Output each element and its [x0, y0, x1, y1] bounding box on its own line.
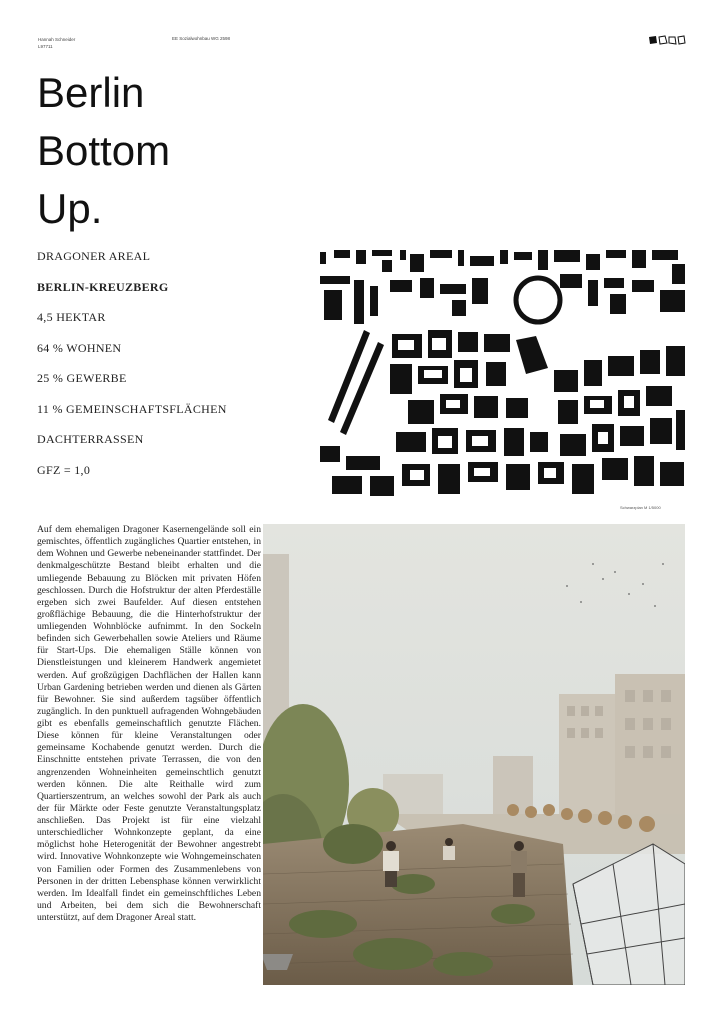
title-line-2: Bottom: [37, 127, 171, 174]
author-block: [38, 36, 75, 50]
title-line-3: Up.: [37, 185, 103, 232]
page-title: [37, 64, 277, 238]
fact-far: GFZ = 1,0: [37, 462, 91, 477]
fact-commercial: 25 % GEWERBE: [37, 371, 127, 385]
map-caption: Schwarzplan M 1/5000: [620, 505, 661, 510]
fact-community: 11 % GEMEINSCHAFTSFLÄCHEN: [37, 401, 227, 416]
fact-district: BERLIN-KREUZBERG: [37, 279, 169, 294]
fact-roof-terraces: DACHTERRASSEN: [37, 432, 144, 446]
student-id: L97711: [38, 44, 53, 49]
fact-housing: 64 % WOHNEN: [37, 340, 122, 355]
course-label: EE Sozialwohnbau WG 2598: [172, 36, 231, 41]
fact-site: DRAGONER AREAL: [37, 249, 151, 263]
project-description: Auf dem ehemaligen Dragoner Kasernengelände soll ein gemischtes, öffentlich zugängliches Quartier entstehen, in dem Wohnen und Gewerbe nebeneinander stattfindet. Der denkmalgeschützte Bestand bleibt erhalten und die umliegende Bebauung zu Blöcken mit privaten Höfen geschlossen. Durch die Hofstruktur der alten Pferdeställe ergeben sich zwei Baufelder. Auf diesen entstehen großflächige Bebauung, die die Hinterhofstruktur der umliegenden Wohnblöcke aufnimmt. In den Sockeln befinden sich Gewerbehallen sowie Ateliers und Räume für Start-Ups. Die ehemaligen Ställe können von Dienstleistungen und kleinerem Handwerk angemietet werden. Auf großzügigen Dachflächen der Hallen kann Urban Gardening betrieben werden und dienen als Gärten für Bewohner. Sie sind außerdem tagsüber öffentlich zugänglich. In den punktuell aufragenden Wohngebäuden gibt es ebenfalls gemeinschaftlich genutzte Flächen. Diese können für kleine Veranstaltungen oder gemeinsame Kochabende genutzt werden. Durch die Einschnitte entstehen private Terrassen, die von den angrenzenden Wohneinheiten gemeinschtlich genutzt werden können. Die alte Reithalle wird zum Quartierszentrum, an welches sowohl der Park als auch der für Märkte oder Feste genutzte Veranstaltungsplatz anschließen. Das Projekt ist für eine vielzahl unterschiedlicher Wohnkonzepte geplant, da eine möglichst hohe Heterogenität der Bewohner angestrebt wird. Innovative Wohnkonzepte wie Wohngemeinschaten von Familien oder Formen des Zusammenlebens von Personen in der dritten Lebensphase können verwirklicht werden. Im Idealfall findet ein gemeinschftliches Leben und Arbeiten, bei dem sich die Bewohnerschaft unterstützt, auf dem Dragoner Areal statt.: [37, 524, 261, 923]
title-line-1: Berlin: [37, 69, 145, 116]
fact-area: 4,5 HEKTAR: [37, 310, 106, 324]
building-blocks-logo-icon: [648, 34, 686, 46]
figure-ground-plan-icon: [320, 250, 685, 497]
rooftop-garden-visualization-icon: [263, 524, 685, 985]
project-facts: [37, 248, 227, 492]
author-name: Hannah Schneider: [38, 37, 76, 42]
